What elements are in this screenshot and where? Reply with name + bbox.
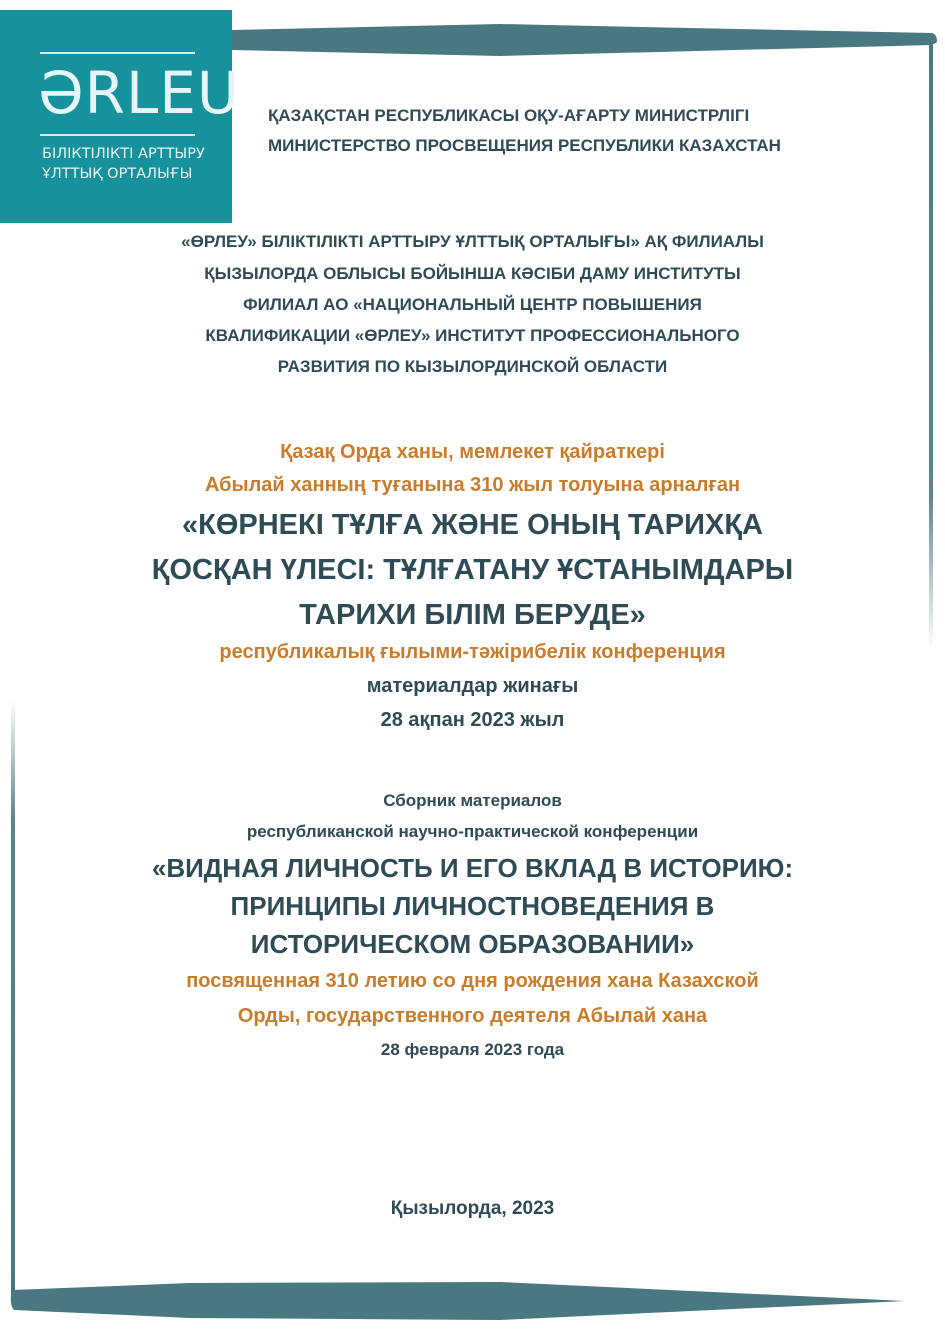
kz-title-line-2: ҚОСҚАН ҮЛЕСІ: ТҰЛҒАТАНУ ҰСТАНЫМДАРЫ [151, 554, 794, 586]
logo-subtitle-line2: ҰЛТТЫҚ ОРТАЛЫҒЫ [42, 166, 193, 182]
institution-line-3: ФИЛИАЛ АО «НАЦИОНАЛЬНЫЙ ЦЕНТР ПОВЫШЕНИЯ [243, 295, 702, 314]
kz-collection-label: материалдар жинағы [366, 675, 579, 697]
kz-date: 28 ақпан 2023 жыл [380, 709, 565, 731]
institution-line-5: РАЗВИТИЯ ПО КЫЗЫЛОРДИНСКОЙ ОБЛАСТИ [277, 357, 668, 376]
kz-title-line-3: ТАРИХИ БІЛІМ БЕРУДЕ» [299, 599, 646, 631]
city-year: Қызылорда, 2023 [390, 1198, 555, 1219]
ru-title-line-2: ПРИНЦИПЫ ЛИЧНОСТНОВЕДЕНИЯ В [230, 891, 715, 921]
orleu-logo [0, 10, 241, 223]
kz-title-line-1: «КӨРНЕКІ ТҰЛҒА ЖӘНЕ ОНЫҢ ТАРИХҚА [182, 509, 763, 541]
logo-rule-top [40, 52, 195, 54]
ru-dedication-line-2: Орды, государственного деятеля Абылай хана [237, 1005, 708, 1027]
institution-line-1: «ӨРЛЕУ» БІЛІКТІЛІКТІ АРТТЫРУ ҰЛТТЫҚ ОРТАЛЫҒЫ» АҚ ФИЛИАЛЫ [181, 232, 764, 251]
ru-conference-type: республиканской научно-практической конференции [246, 822, 699, 841]
ru-title-line-3: ИСТОРИЧЕСКОМ ОБРАЗОВАНИИ» [250, 929, 695, 959]
ru-title-line-1: «ВИДНАЯ ЛИЧНОСТЬ И ЕГО ВКЛАД В ИСТОРИЮ: [151, 853, 794, 883]
institution-line-4: КВАЛИФИКАЦИИ «ӨРЛЕУ» ИНСТИТУТ ПРОФЕССИОНАЛЬНОГО [205, 326, 740, 345]
logo-wordmark: ƏRLEU [38, 59, 241, 127]
kz-conference-type: республикалық ғылыми-тәжірибелік конференция [219, 641, 726, 663]
kz-dedication-line-1: Қазақ Орда ханы, мемлекет қайраткері [280, 441, 665, 463]
ru-collection-label: Сборник материалов [383, 791, 562, 810]
ministry-name-kz: ҚАЗАҚСТАН РЕСПУБЛИКАСЫ ОҚУ-АҒАРТУ МИНИСТРЛІГІ [268, 106, 750, 125]
ministry-name-ru: МИНИСТЕРСТВО ПРОСВЕЩЕНИЯ РЕСПУБЛИКИ КАЗАХСТАН [268, 136, 781, 155]
ru-dedication-line-1: посвященная 310 летию со дня рождения хана Казахской [186, 970, 759, 992]
ru-date: 28 февраля 2023 года [380, 1040, 565, 1059]
kz-dedication-line-2: Абылай ханның туғанына 310 жыл толуына арналған [204, 474, 741, 496]
institution-line-2: ҚЫЗЫЛОРДА ОБЛЫСЫ БОЙЫНША КӘСІБИ ДАМУ ИНСТИТУТЫ [204, 264, 741, 283]
logo-subtitle-line1: БІЛІКТІЛІКТІ АРТТЫРУ [42, 146, 205, 162]
logo-rule-bottom [40, 134, 195, 136]
